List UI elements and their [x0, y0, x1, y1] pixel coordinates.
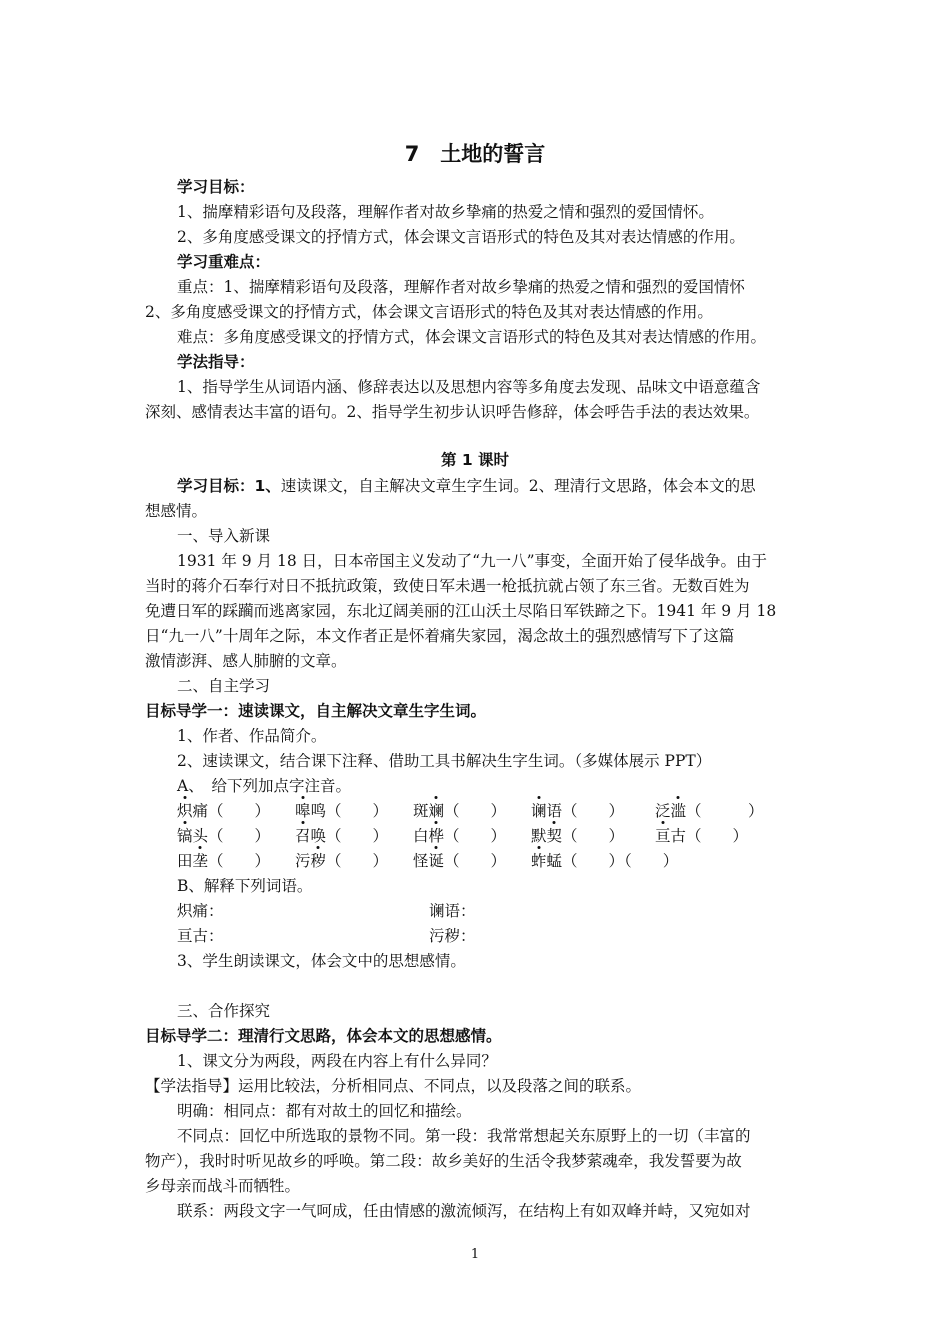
pinyin-item: [655, 824, 748, 849]
answer-blank: （ ）: [562, 802, 625, 820]
paragraph: 免遭日军的踩躏而逃离家园，东北辽阔美丽的江山沃土尽陷日军铁蹄之下。1941 年 9 月 18: [145, 602, 777, 620]
dotted-char: 垄: [193, 849, 209, 874]
goal-heading-2: 目标导学二：理清行文思路，体会本文的思想感情。: [145, 1027, 502, 1045]
dotted-char: 滥: [671, 799, 687, 824]
pinyin-item: [655, 799, 764, 824]
pinyin-item: [177, 799, 270, 824]
pinyin-item: [177, 849, 270, 874]
char: 默: [531, 827, 547, 845]
paragraph: 1、课文分为两段，两段在内容上有什么异同？: [177, 1052, 497, 1070]
char: 古: [670, 827, 687, 845]
paragraph: 3、学生朗读课文，体会文中的思想感情。: [177, 952, 466, 970]
answer-blank: （ ）: [208, 827, 271, 845]
define-row: [177, 924, 810, 949]
heading-key-points: 学习重难点：: [177, 253, 271, 271]
lesson-goals-label: 学习目标：1、: [177, 477, 281, 495]
paragraph: 不同点：回忆中所选取的景物不同。第一段：我常常想起关东原野上的一切（丰富的: [177, 1127, 751, 1145]
paragraph: 深刻、感情表达丰富的语句。2、指导学生初步认识呼告修辞，体会呼告手法的表达效果。: [145, 403, 760, 421]
char: 语: [546, 802, 563, 820]
page-number: 1: [470, 1247, 480, 1262]
answer-blank: （ ）: [562, 827, 625, 845]
exercise-b-heading: B、解释下列词语。: [177, 877, 313, 895]
dotted-char: 炽: [177, 799, 193, 824]
dotted-char: 蚱: [531, 849, 547, 874]
dotted-char: 契: [547, 824, 563, 849]
pinyin-row: [177, 799, 810, 824]
heading-method-guide: 学法指导：: [177, 353, 255, 371]
paragraph: 日“九一八”十周年之际，本文作者正是怀着痛失家园，渴念故土的强烈感情写下了这篇: [145, 627, 735, 645]
answer-blank: （ ）: [444, 802, 507, 820]
pinyin-item: [531, 799, 624, 824]
answer-blank: （ ）: [326, 827, 389, 845]
paragraph: 2、多角度感受课文的抒情方式，体会课文言语形式的特色及其对表达情感的作用。: [177, 228, 745, 246]
lesson-heading: 第 1 课时: [440, 451, 510, 469]
answer-blank: （ ）: [326, 852, 389, 870]
answer-blank: （ ）: [326, 802, 389, 820]
char: 痛: [192, 802, 209, 820]
paragraph: 2、多角度感受课文的抒情方式，体会课文言语形式的特色及其对表达情感的作用。: [145, 303, 713, 321]
document-title: 7 土地的誓言: [404, 142, 546, 166]
paragraph: 明确：相同点：都有对故土的回忆和描绘。: [177, 1102, 472, 1120]
dotted-char: 嗥: [295, 799, 311, 824]
paragraph: 乡母亲而战斗而牺牲。: [145, 1177, 301, 1195]
dotted-char: 召: [295, 824, 311, 849]
dotted-char: 诞: [429, 849, 445, 874]
char: 斑: [413, 802, 429, 820]
dotted-char: 镐: [177, 824, 193, 849]
char: 泛: [655, 802, 671, 820]
dotted-char: 桦: [429, 824, 445, 849]
answer-blank: （ ）: [208, 802, 271, 820]
paragraph: 1、揣摩精彩语句及段落，理解作者对故乡挚痛的热爱之情和强烈的爱国情怀。: [177, 203, 714, 221]
answer-blank: （ ）: [686, 827, 749, 845]
pinyin-item: [413, 824, 506, 849]
dotted-char: 谰: [531, 799, 547, 824]
paragraph: 【学法指导】运用比较法，分析相同点、不同点，以及段落之间的联系。: [145, 1077, 642, 1095]
pinyin-item: [177, 824, 270, 849]
define-term: 炽痛：: [177, 902, 224, 920]
char: 田: [177, 852, 193, 870]
pinyin-item: [531, 849, 678, 874]
paragraph: 1、指导学生从词语内涵、修辞表达以及思想内容等多角度去发现、品味文中语意蕴含: [177, 378, 761, 396]
pinyin-item: [531, 824, 624, 849]
pinyin-row: [177, 849, 810, 874]
section-heading-self-study: 二、自主学习: [177, 677, 271, 695]
paragraph: 激情澎湃、感人肺腑的文章。: [145, 652, 347, 670]
char: 鸣: [310, 802, 327, 820]
paragraph: 联系：两段文字一气呵成，任由情感的激流倾泻，在结构上有如双峰并峙，又宛如对: [177, 1202, 751, 1220]
paragraph: 1、作者、作品简介。: [177, 727, 327, 745]
section-heading-cooperate: 三、合作探究: [177, 1002, 271, 1020]
char: 唤: [310, 827, 327, 845]
char: 白: [413, 827, 429, 845]
paragraph: 难点：多角度感受课文的抒情方式，体会课文言语形式的特色及其对表达情感的作用。: [177, 328, 767, 346]
define-term: 污秽：: [429, 927, 476, 945]
pinyin-item: [295, 799, 388, 824]
goal-heading-1: 目标导学一：速读课文，自主解决文章生字生词。: [145, 702, 487, 720]
pinyin-item: [413, 849, 506, 874]
char: 污: [295, 852, 311, 870]
dotted-char: 秽: [311, 849, 327, 874]
lesson-goals-text: 速读课文，自主解决文章生字生词。2、理清行文思路，体会本文的思: [280, 477, 756, 495]
dotted-char: 斓: [429, 799, 445, 824]
answer-blank: （ ）: [208, 852, 271, 870]
heading-learning-goals: 学习目标：: [177, 178, 255, 196]
pinyin-item: [295, 849, 388, 874]
dotted-char: 亘: [655, 824, 671, 849]
char: 怪: [413, 852, 429, 870]
answer-blank: （ ）: [444, 852, 507, 870]
answer-blank: （ ）: [686, 802, 764, 820]
section-heading-intro: 一、导入新课: [177, 527, 271, 545]
paragraph: 想感情。: [145, 502, 208, 520]
paragraph: 重点：1、揣摩精彩语句及段落，理解作者对故乡挚痛的热爱之情和强烈的爱国情怀: [177, 278, 745, 296]
paragraph: 1931 年 9 月 18 日，日本帝国主义发动了“九一八”事变，全面开始了侵华战争。由于: [177, 552, 768, 570]
pinyin-row: [177, 824, 810, 849]
paragraph: 当时的蒋介石奉行对日不抵抗政策，致使日军未遇一枪抵抗就占领了东三省。无数百姓为: [145, 577, 750, 595]
char: 蜢: [546, 852, 563, 870]
exercise-a-heading: A、 给下列加点字注音。: [177, 777, 351, 795]
pinyin-item: [413, 799, 506, 824]
answer-blank: （ ）（ ）: [562, 852, 679, 870]
define-term: 亘古：: [177, 927, 224, 945]
define-row: [177, 899, 810, 924]
lesson-goals-line: [177, 474, 810, 499]
paragraph: 物产），我时时听见故乡的呼唤。第二段：故乡美好的生活令我梦萦魂牵，我发誓要为故: [145, 1152, 742, 1170]
answer-blank: （ ）: [444, 827, 507, 845]
pinyin-item: [295, 824, 388, 849]
paragraph: 2、速读课文，结合课下注释、借助工具书解决生字生词。（多媒体展示 PPT）: [177, 752, 712, 770]
define-term: 谰语：: [429, 902, 476, 920]
char: 头: [192, 827, 209, 845]
